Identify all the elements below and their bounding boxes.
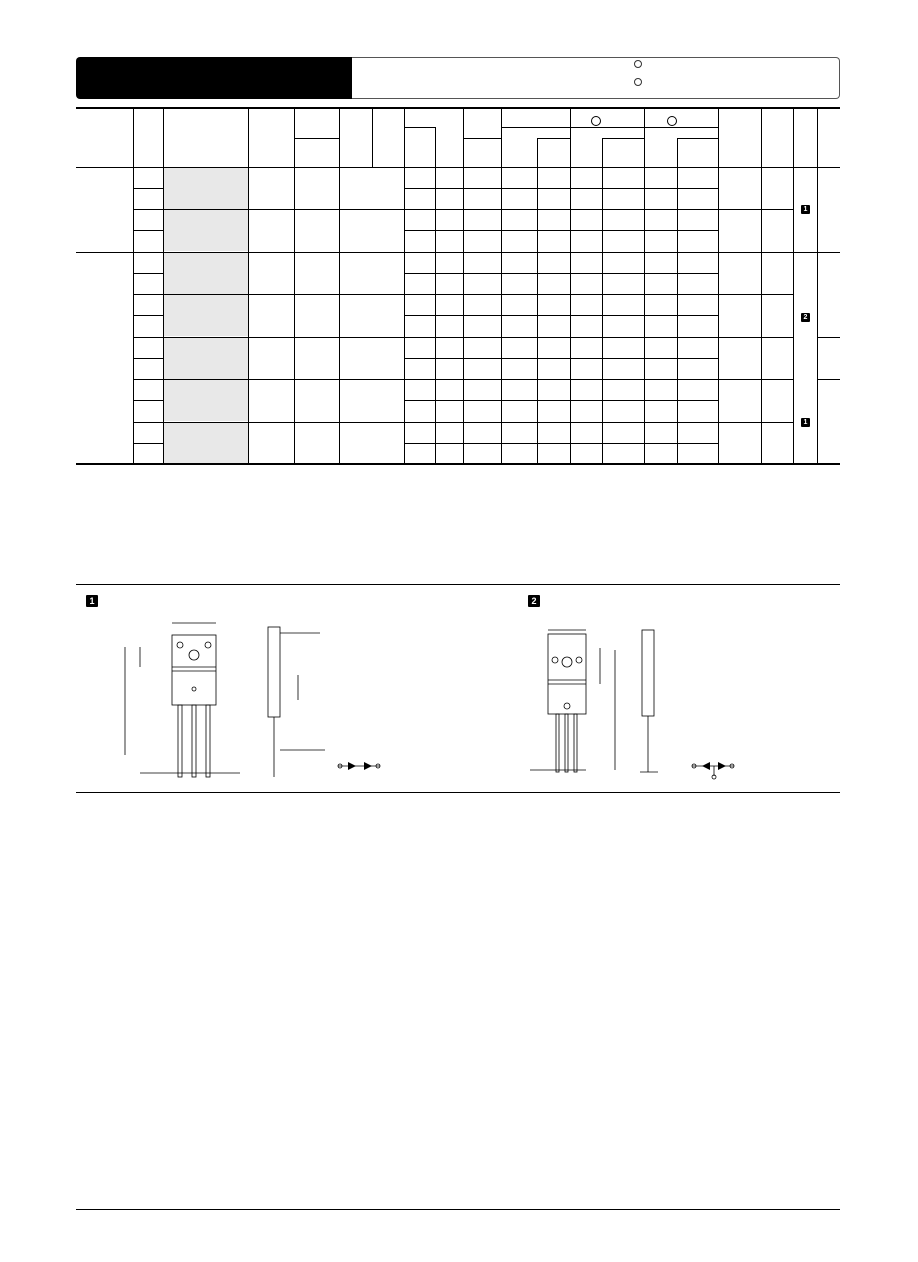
th-sub-rule: [677, 138, 718, 139]
package-1-drawing: [110, 605, 390, 785]
package-section-top-rule: [76, 584, 840, 585]
col-rule: [761, 107, 762, 465]
part-cell-1: [163, 168, 248, 209]
col-rule: [404, 107, 405, 465]
row-rule: [404, 358, 718, 359]
row-rule: [133, 443, 163, 444]
row-rule: [133, 400, 163, 401]
col-rule: [133, 107, 134, 465]
col-rule: [339, 107, 340, 465]
row-rule: [404, 400, 718, 401]
th-sub-rule: [294, 138, 339, 139]
header-title-bar: [76, 57, 354, 99]
row-rule: [133, 315, 163, 316]
col-rule: [463, 107, 464, 465]
col-rule: [372, 107, 373, 167]
row-rule: [404, 315, 718, 316]
col-rule: [163, 107, 164, 465]
package-section-bottom-rule: [76, 792, 840, 793]
part-cell-2: [163, 210, 248, 251]
th-bottom-rule: [76, 167, 840, 168]
col-rule: [501, 107, 502, 465]
part-cell-4: [163, 295, 248, 336]
table-bottom-rule: [76, 463, 840, 465]
th-sub-rule: [501, 127, 570, 128]
row-rule: [817, 379, 840, 380]
header-info-box: [352, 57, 840, 99]
row-rule: [133, 230, 163, 231]
col-rule: [793, 107, 794, 465]
th-sub-rule: [644, 127, 718, 128]
th-sub-rule: [405, 127, 435, 128]
col-rule: [602, 138, 603, 465]
col-rule: [817, 107, 818, 465]
row-rule: [133, 358, 163, 359]
package-badge-1: 1: [801, 205, 810, 214]
col-rule: [248, 107, 249, 465]
col-rule: [718, 107, 719, 465]
th-circle-icon-2: [667, 116, 677, 126]
th-sub-rule: [602, 138, 644, 139]
col-rule: [294, 107, 295, 465]
spec-table: [76, 107, 840, 465]
part-cell-5: [163, 338, 248, 379]
part-cell-6: [163, 380, 248, 421]
package-2-drawing: [530, 620, 760, 780]
th-sub-rule: [463, 138, 501, 139]
row-rule: [133, 273, 163, 274]
package-badge-3: 1: [801, 418, 810, 427]
header-circle-icon-1: [634, 60, 642, 68]
col-rule: [435, 127, 436, 465]
row-rule: [817, 337, 840, 338]
col-rule: [570, 107, 571, 465]
package-badge-2: 2: [801, 313, 810, 322]
part-cell-7: [163, 423, 248, 464]
col-rule: [644, 107, 645, 465]
row-rule: [404, 443, 718, 444]
row-rule: [404, 230, 718, 231]
header-circle-icon-2: [634, 78, 642, 86]
package-1-badge: 1: [86, 595, 98, 607]
footer-rule: [76, 1209, 840, 1210]
col-rule: [537, 138, 538, 465]
package-2-badge: 2: [528, 595, 540, 607]
row-rule: [404, 188, 718, 189]
th-sub-rule: [537, 138, 570, 139]
group-separator: [76, 252, 840, 253]
th-sub-rule: [570, 127, 644, 128]
row-rule: [404, 273, 718, 274]
table-top-rule: [76, 107, 840, 109]
th-circle-icon-1: [591, 116, 601, 126]
part-cell-3: [163, 253, 248, 294]
row-rule: [133, 188, 163, 189]
col-rule: [677, 138, 678, 465]
